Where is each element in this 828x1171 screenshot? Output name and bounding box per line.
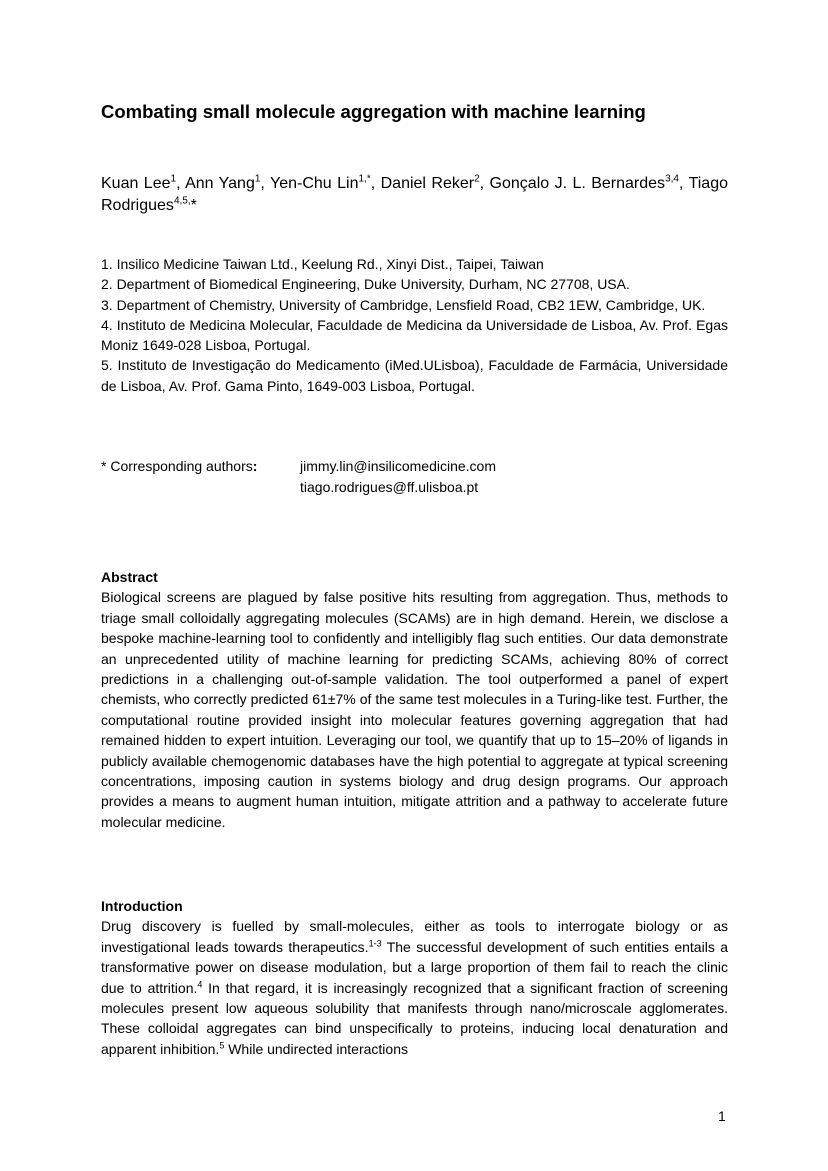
email-link[interactable]: jimmy.lin@insilicomedicine.com	[300, 458, 496, 474]
corresponding-emails	[300, 456, 496, 497]
author: Kuan Lee$^1$,	[101, 173, 186, 192]
author: Ann Yang$^1$,	[185, 173, 271, 192]
affiliation: 3. Department of Chemistry, University of Cambridge, Lensfield Road, CB2 1EW, Cambridge, UK.	[101, 296, 706, 313]
paper-title: Combating small molecule aggregation with machine learning	[101, 101, 646, 122]
author: Yen-Chu Lin$^{1,*}$,	[270, 173, 381, 192]
citation: 5	[219, 1040, 225, 1051]
abstract-heading: Abstract	[101, 569, 158, 585]
citation: 4	[197, 978, 203, 989]
author-list	[101, 173, 728, 217]
introduction-heading: Introduction	[101, 898, 183, 914]
citation: 1-3	[368, 938, 382, 949]
affiliation: 2. Department of Biomedical Engineering, Duke University, Durham, NC 27708, USA.	[101, 276, 630, 293]
affiliation: 1. Insilico Medicine Taiwan Ltd., Keelung Rd., Xinyi Dist., Taipei, Taiwan	[101, 256, 544, 272]
author: Gonçalo J. L. Bernardes$^{3,4}$,	[489, 173, 689, 192]
author: Tiago Rodrigues$^{4,5,}$*	[101, 175, 728, 214]
page-number: 1	[718, 1108, 726, 1124]
abstract-text: Biological screens are plagued by false positive hits resulting from aggregation. Thus, methods to triage small colloidally aggregating molecules (SCAMs) are in high demand. Herein, we disclose a bespoke machine-learning tool to confidently and intelligibly flag such entities. Our data demonstrate an unprecedented utility of machine learning for predicting SCAMs, achieving 80% of correct predictions in a challenging out-of-sample validation. The tool outperformed a panel of expert chemists, who correctly predicted 61±7% of the same test molecules in a Turing-like test. Further, the computational routine provided insight into molecular features governing aggregation that had remained hidden to expert intuition. Leveraging our tool, we quantify that up to 15–20% of ligands in publicly available chemogenomic databases have the high potential to aggregate at typical screening concentrations, imposing caution in systems biology and drug design programs. Our approach provides a means to augment human intuition, mitigate attrition and a pathway to accelerate future molecular medicine.	[101, 589, 728, 830]
affiliation: 4. Instituto de Medicina Molecular, Faculdade de Medicina da Universidade de Lisboa, Av. Prof. Egas Moniz 1649-028 Lisboa, Portugal.	[101, 316, 728, 354]
introduction-text: Drug discovery is fuelled by small-molecules, either as tools to interrogate biology or as investigational leads towards therapeutics.$^{1-3}$ The successful development of such entities entails a transformative power on disease modulation, but a large proportion of them fail to reach the clinic due to attrition.$^4$ In that regard, it is increasingly recognized that a significant fraction of screening molecules present low aqueous solubility that manifests through nano/microscale agglomerates. These colloidal aggregates can bind unspecifically to proteins, inducing local denaturation and apparent inhibition.$^5$ While undirected interactions	[101, 918, 728, 1057]
introduction-section	[101, 896, 728, 1059]
author: Daniel Reker$^2$,	[380, 173, 490, 192]
affiliation: 5. Instituto de Investigação do Medicamento (iMed.ULisboa), Faculdade de Farmácia, Universidade de Lisboa, Av. Prof. Gama Pinto, 1649-003 Lisboa, Portugal.	[101, 357, 728, 394]
affiliation-list	[101, 254, 728, 396]
abstract-section	[101, 567, 728, 832]
corresponding-label: * Corresponding authors:	[101, 458, 258, 474]
email-link[interactable]: tiago.rodrigues@ff.ulisboa.pt	[300, 478, 479, 495]
